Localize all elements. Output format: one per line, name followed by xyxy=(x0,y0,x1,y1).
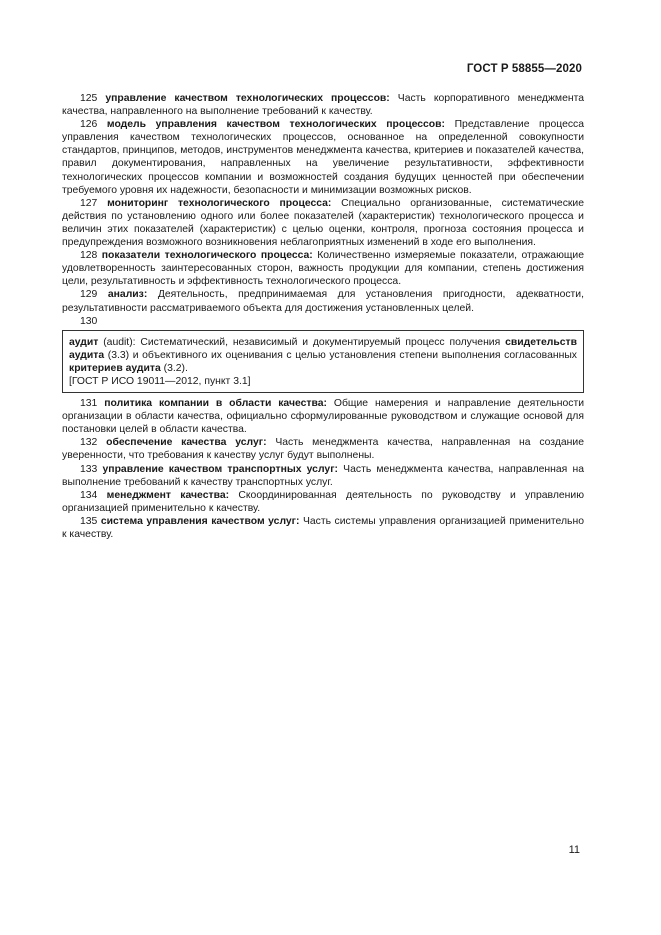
term-entry-134 xyxy=(62,489,584,515)
boxed-ref-term-2: критериев аудита xyxy=(69,362,161,374)
boxed-definition-part3: (3.2). xyxy=(160,362,188,374)
term-entry-127 xyxy=(62,197,584,249)
entry-number: 126 xyxy=(80,119,98,131)
term-entry-132 xyxy=(62,436,584,462)
entry-number: 134 xyxy=(80,489,98,501)
entry-definition: Общие намерения и направление деятельности организации в области качества, официально сформулированные руководством и служащие основой для постановки целей в области качества. xyxy=(62,398,585,436)
entry-definition: Деятельность, предпринимаемая для установления пригодности, адекватности, результативности рассматриваемого объекта для достижения установленных целей. xyxy=(62,289,584,314)
boxed-ref-term-1: свидетельств аудита xyxy=(69,336,577,361)
boxed-term-audit xyxy=(62,330,584,393)
entry-number: 135 xyxy=(80,515,98,527)
boxed-definition-part1: Систематический, независимый и документируемый процесс получения xyxy=(140,336,506,348)
term-entry-126 xyxy=(62,118,584,197)
entry-term: управление качеством транспортных услуг: xyxy=(102,463,338,475)
entry-term: мониторинг технологического процесса: xyxy=(107,197,332,209)
entry-definition: Количественно измеряемые показатели, отражающие удовлетворенность заинтересованных сторон, важность продукции для компании, степень достижения цели, результативность и эффективность технологического процесса. xyxy=(62,250,585,288)
entry-definition: Часть менеджмента качества, направленная на создание уверенности, что требования к качеству услуг будут выполнены. xyxy=(62,437,584,462)
entry-number: 125 xyxy=(80,93,98,104)
term-entry-131 xyxy=(62,397,584,436)
entry-term: обеспечение качества услуг: xyxy=(106,437,267,449)
entry-number: 131 xyxy=(80,398,98,410)
boxed-term-english: (audit): xyxy=(98,336,141,348)
entry-number: 132 xyxy=(80,437,98,449)
entry-term: политика компании в области качества: xyxy=(104,398,327,410)
term-entry-129 xyxy=(62,288,584,314)
entry-number: 129 xyxy=(80,289,98,301)
entry-definition: Часть менеджмента качества, направленная на выполнение требований к качеству транспортных услуг. xyxy=(62,463,584,488)
page-number: 11 xyxy=(568,844,580,856)
boxed-term: аудит xyxy=(69,336,99,348)
boxed-term-text xyxy=(69,336,577,375)
term-entry-130-number: 130 xyxy=(80,315,98,327)
term-entry-128 xyxy=(62,249,584,288)
term-entry-135 xyxy=(62,515,584,541)
entry-definition: Специально организованные, систематические действия по установлению одного или более показателей (характеристик) технологического процесса и величин этих показателей (характеристик) с целью оценки, контроля, прогноза состояния процесса и предупреждения возможного возникновения неблагоприятных изменений в ходе его выполнения. xyxy=(62,197,585,249)
entry-term: управление качеством технологических процессов: xyxy=(105,93,390,104)
entry-term: система управления качеством услуг: xyxy=(100,515,300,527)
entry-definition: Часть корпоративного менеджмента качества, направленного на выполнение требований к качеству. xyxy=(62,93,585,118)
entry-term: анализ: xyxy=(107,289,148,301)
boxed-source-reference: [ГОСТ Р ИСО 19011—2012, пункт 3.1] xyxy=(69,375,251,387)
entry-definition: Скоординированная деятельность по руководству и управлению организацией применительно к качеству. xyxy=(62,489,584,514)
entry-definition: Часть системы управления организацией применительно к качеству. xyxy=(62,515,584,540)
entry-definition: Представление процесса управления качеством технологических процессов, основанное на определенной совокупности стандартов, принципов, методов, инструментов менеджмента качества, критериев и показателей качества, правил документирования, направленных на увеличение результативности, эффективности технологических процессов компании и возможностей создания будущих ценностей при обеспечении требуемого уровня их надежности, безопасности и минимизации возможных рисков. xyxy=(62,119,585,196)
terms-section xyxy=(62,92,584,541)
entry-number: 133 xyxy=(80,463,98,475)
entry-term: показатели технологического процесса: xyxy=(101,250,313,262)
entry-number: 128 xyxy=(80,250,98,262)
standard-designation: ГОСТ Р 58855—2020 xyxy=(466,63,582,75)
entry-term: менеджмент качества: xyxy=(106,489,230,501)
boxed-definition-part2: (3.3) и объективного их оценивания с целью установления степени выполнения согласованных xyxy=(104,349,577,361)
term-entry-133 xyxy=(62,463,584,489)
term-entry-125 xyxy=(62,92,584,118)
entry-term: модель управления качеством технологических процессов: xyxy=(106,119,446,131)
entry-number: 127 xyxy=(80,197,98,209)
